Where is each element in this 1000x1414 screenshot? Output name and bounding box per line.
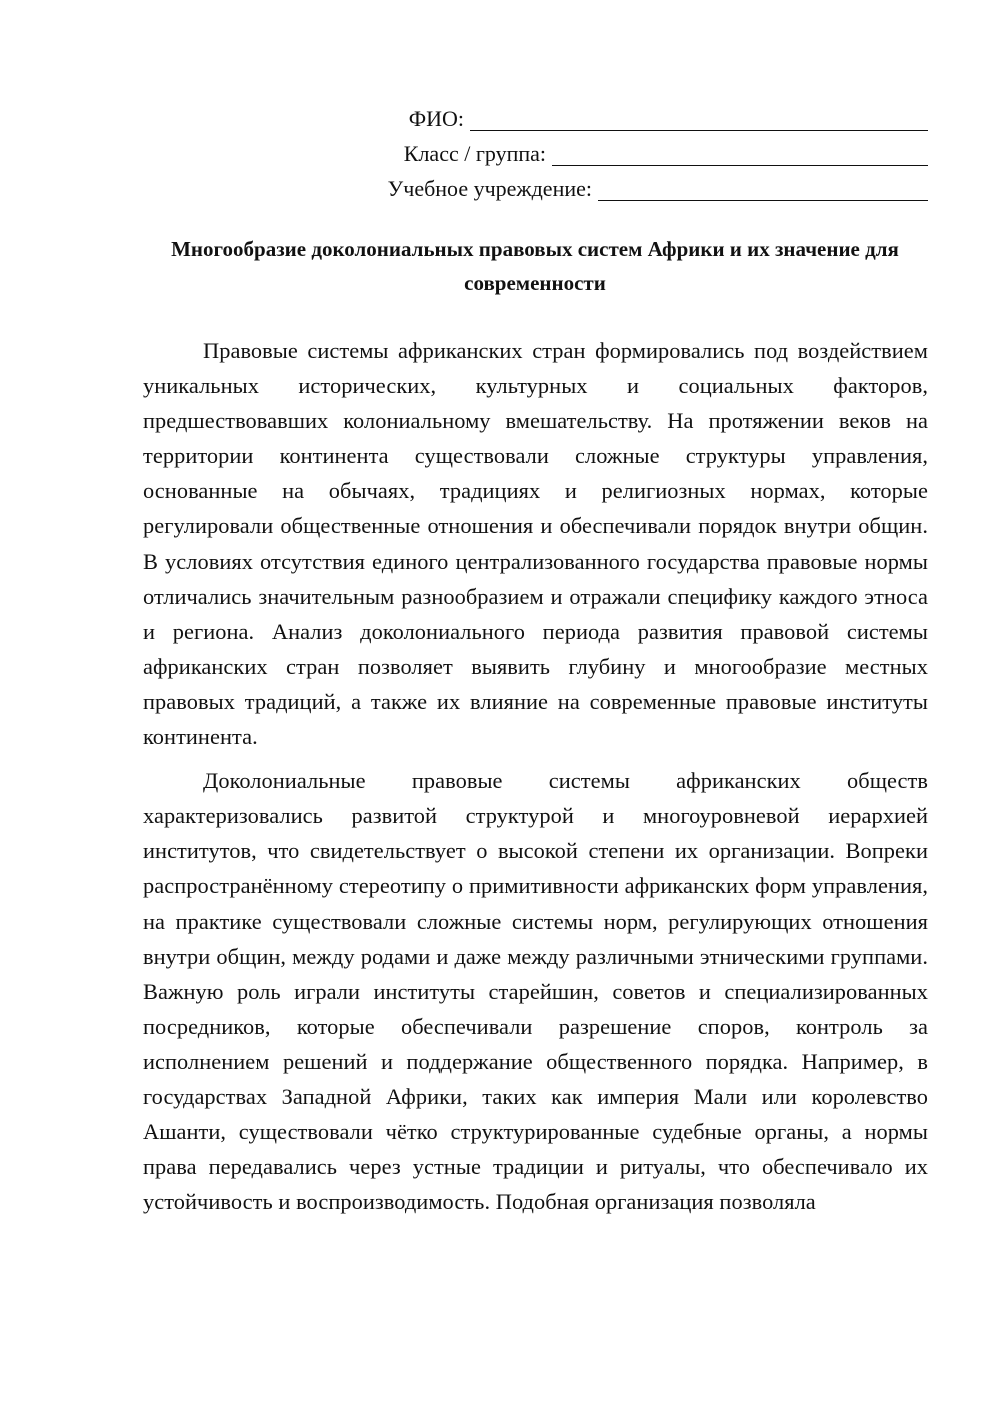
institution-label: Учебное учреждение: [387, 176, 592, 201]
document-title: Многообразие доколониальных правовых систем Африки и их значение для современности [171, 237, 899, 295]
class-label: Класс / группа: [403, 141, 546, 166]
class-field-line [552, 143, 928, 166]
paragraph-1: Правовые системы африканских стран формировались под воздействием уникальных исторических, культурных и социальных факторов, предшествовавших колониальному вмешательству. На протяжении веков на территории континента существовали сложные структуры управления, основанные на обычаях, традициях и религиозных нормах, которые регулировали общественные отношения и обеспечивали порядок внутри общин. В условиях отсутствия единого централизованного государства правовые нормы отличались значительным разнообразием и отражали специфику каждого этноса и региона. Анализ доколониального периода развития правовой системы африканских стран позволяет выявить глубину и многообразие местных правовых традиций, а также их влияние на современные правовые институты континента. [143, 338, 928, 750]
fio-field-line [470, 108, 928, 131]
class-row [340, 131, 928, 166]
paragraph-2: Доколониальные правовые системы африканских обществ характеризовались развитой структурой и многоуровневой иерархией институтов, что свидетельствует о высокой степени их организации. Вопреки распространённому стереотипу о примитивности африканских форм управления, на практике существовали сложные системы норм, регулирующих отношения внутри общин, между родами и даже между различными этническими группами. Важную роль играли институты старейшин, советов и специализированных посредников, которые обеспечивали разрешение споров, контроль за исполнением решений и поддержание общественного порядка. Например, в государствах Западной Африки, таких как империя Мали или королевство Ашанти, существовали чётко структурированные судебные органы, а нормы права передавались через устные традиции и ритуалы, что обеспечивало их устойчивость и воспроизводимость. Подобная организация позволяла [143, 768, 928, 1215]
fio-label: ФИО: [408, 106, 464, 131]
student-info-header [340, 96, 928, 201]
document-body [143, 333, 928, 1228]
fio-row [340, 96, 928, 131]
institution-field-line [598, 178, 928, 201]
institution-row [340, 166, 928, 201]
